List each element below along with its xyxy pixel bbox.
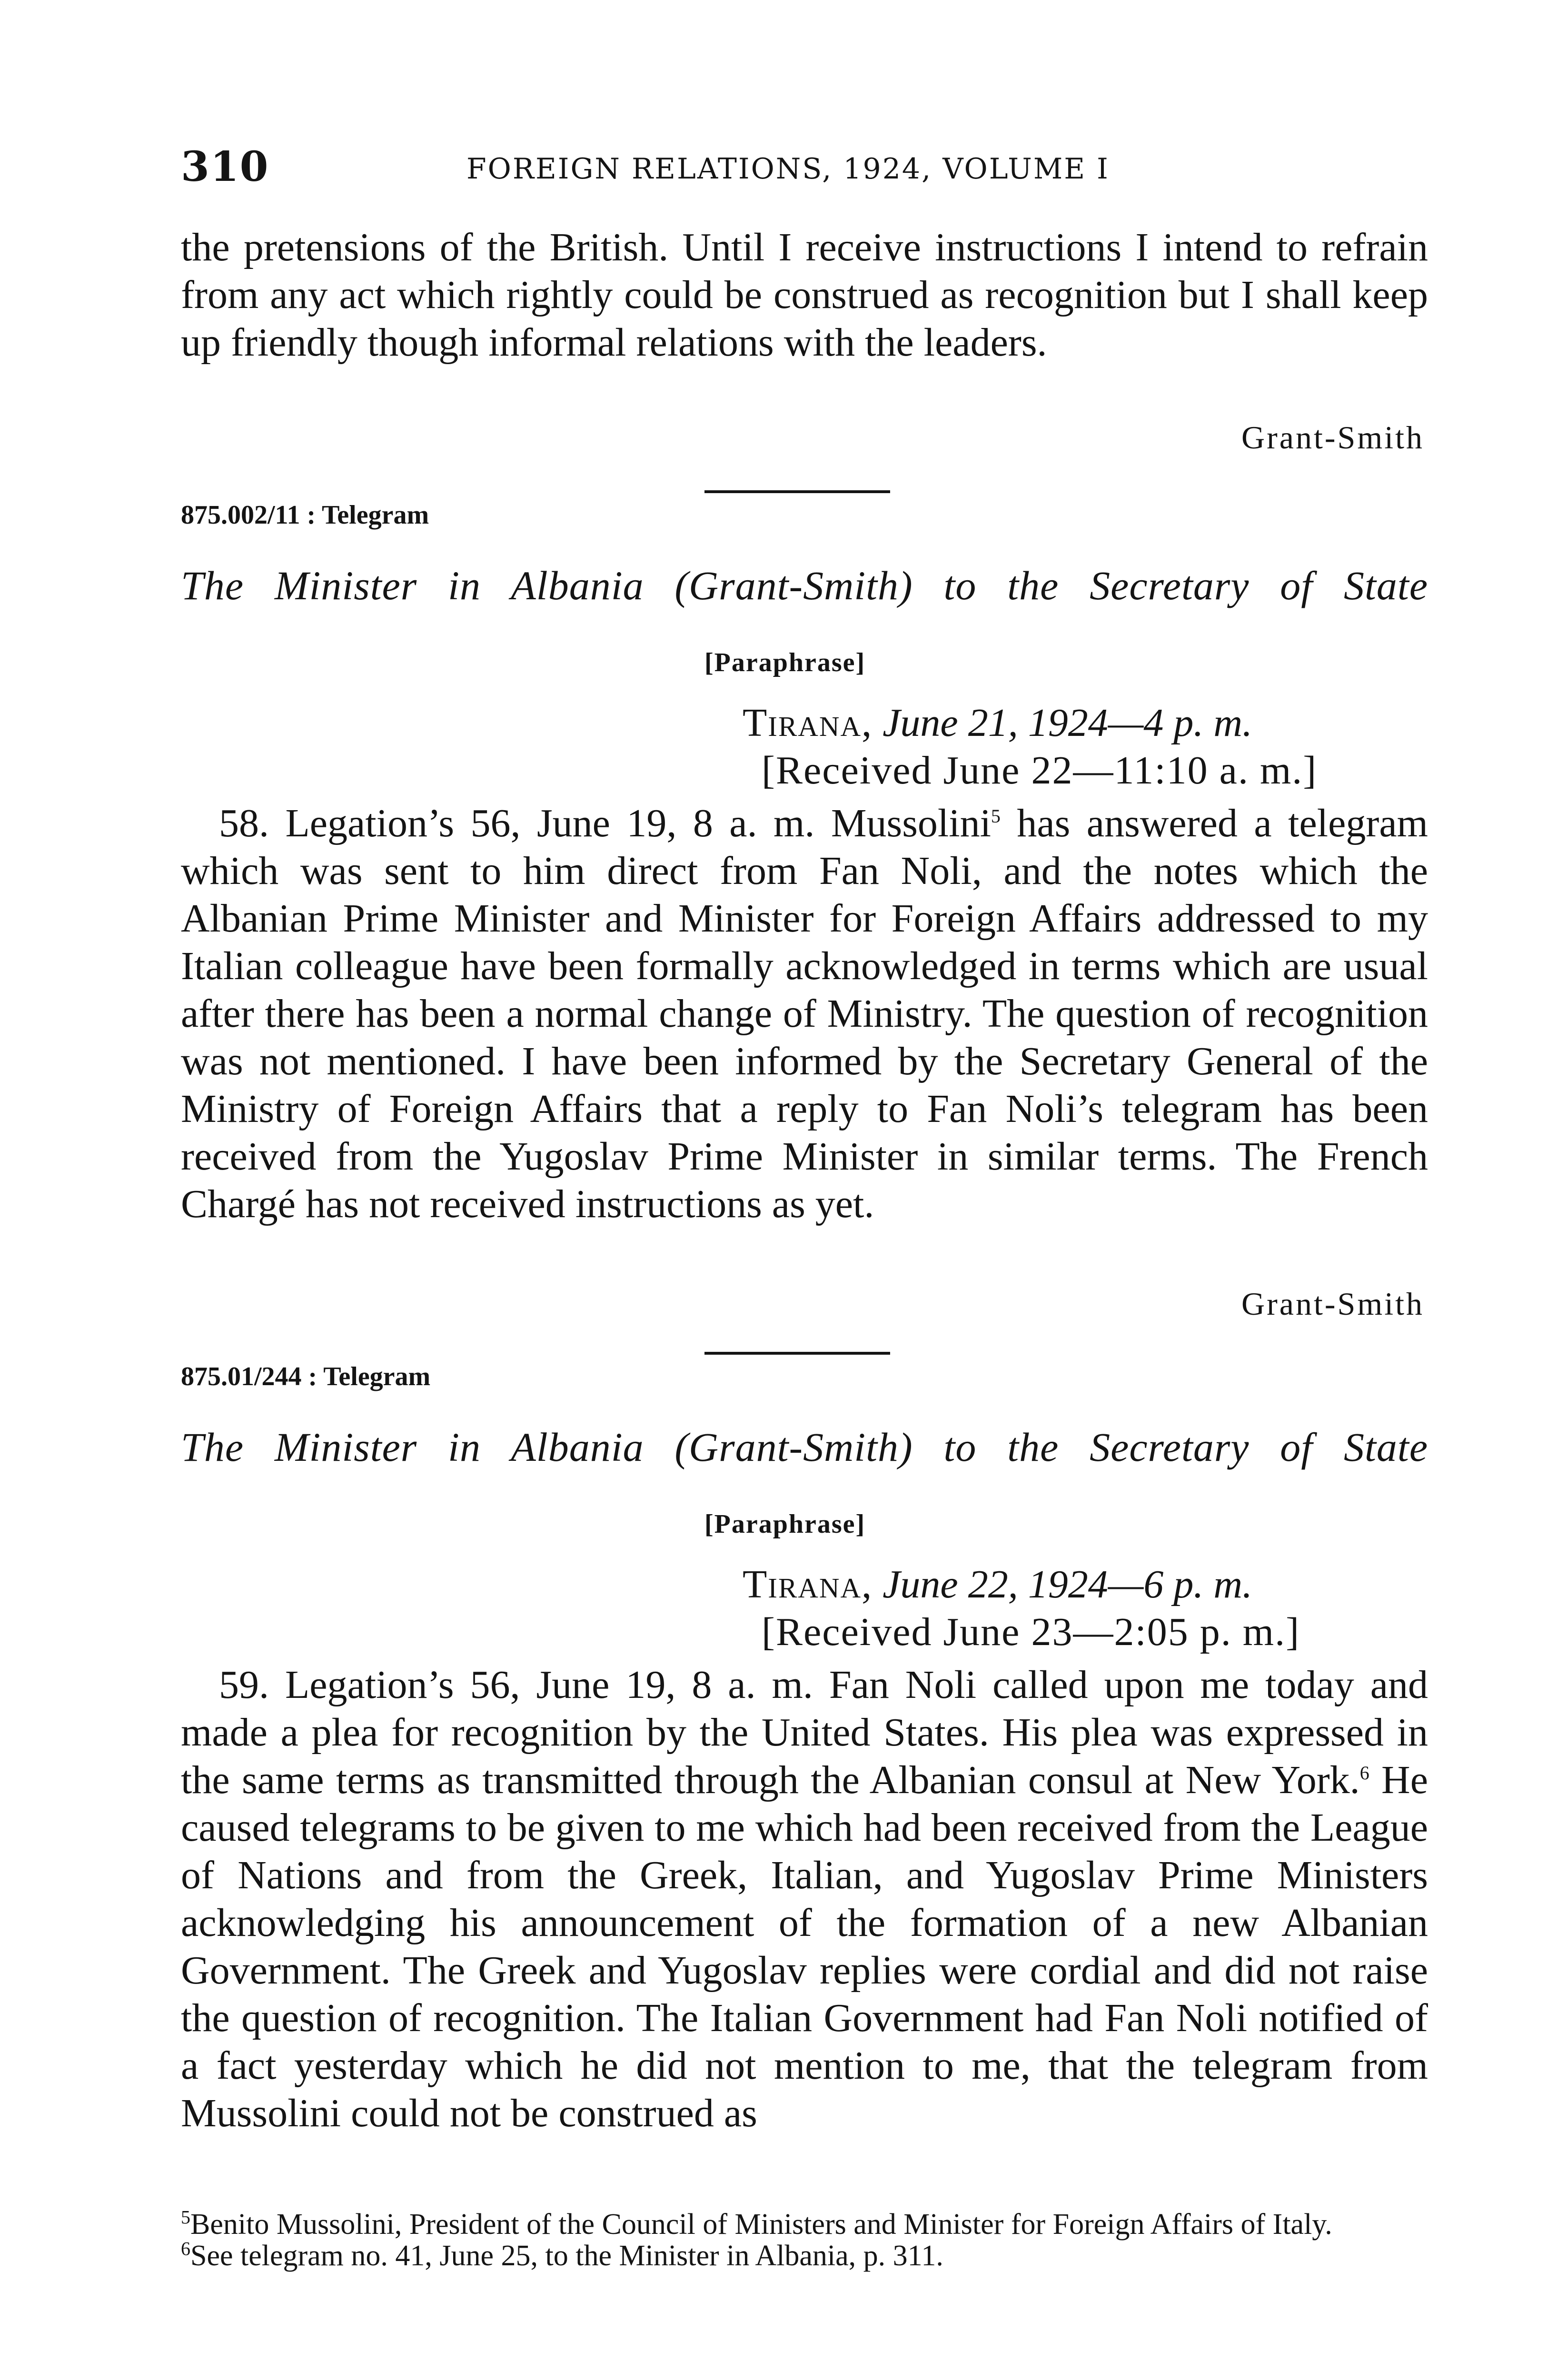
- file-reference: 875.002/11 : Telegram: [181, 500, 429, 530]
- footnote-mark: 5: [181, 2206, 190, 2228]
- dateline-place: Tirana,: [743, 1562, 873, 1606]
- running-head: [181, 143, 1428, 200]
- footnotes: [181, 2206, 1428, 2272]
- continuation-paragraph: the pretensions of the British. Until I receive instructions I intend to refrain from any act which rightly could be construed as recognition but I shall keep up friendly though informal relations with the leaders.: [181, 225, 1428, 365]
- body-text-end: He caused telegrams to be given to me which had been received from the League of Nations and from the Greek, Italian, and Yugoslav Prime Ministers acknowledging his announcement of the formation of a new Albanian Government. The Greek and Yugoslav replies were cordial and did not raise the question of recognition. The Italian Government had Fan Noli notified of a fact yesterday which he did not mention to me, that the telegram from Mussolini could not be construed as: [181, 1758, 1428, 2135]
- body-text-end: has answered a telegram which was sent to him direct from Fan Noli, and the notes which the Albanian Prime Minister and Minister for Foreign Affairs addressed to my Italian colleague have been formally acknowledged in terms which are usual after there has been a normal change of Ministry. The question of recognition was not mentioned. I have been informed by the Secretary General of the Ministry of Foreign Affairs that a reply to Fan Noli’s telegram has been received from the Yugoslav Prime Minister in similar terms. The French Chargé has not received instructions as yet.: [181, 801, 1428, 1226]
- footnote: [181, 2240, 1428, 2271]
- continuation-block: [181, 224, 1428, 367]
- body-text-start: 58. Legation’s 56, June 19, 8 a. m. Mussolini: [219, 801, 991, 845]
- document-heading: The Minister in Albania (Grant-Smith) to the Secretary of State: [181, 563, 1428, 608]
- section-divider: [704, 1352, 890, 1355]
- paraphrase-note: [Paraphrase]: [704, 1509, 866, 1539]
- signature: Grant-Smith: [1241, 419, 1424, 456]
- dateline-date: June 22, 1924—6 p. m.: [883, 1562, 1253, 1606]
- document-body: [181, 1661, 1428, 2137]
- paraphrase-note: [Paraphrase]: [704, 648, 866, 677]
- document-body: [181, 800, 1428, 1228]
- page-number: 310: [181, 143, 269, 191]
- dateline: [743, 700, 1252, 746]
- footnote-text: Benito Mussolini, President of the Council of Ministers and Minister for Foreign Affairs of Italy.: [190, 2208, 1332, 2241]
- body-text-start: 59. Legation’s 56, June 19, 8 a. m. Fan Noli called upon me today and made a plea for recognition by the United States. His plea was expressed in the same terms as transmitted through the Albanian consul at New York.: [181, 1663, 1428, 1802]
- document-paragraph: [181, 800, 1428, 1228]
- footnote: [181, 2206, 1428, 2241]
- file-reference: 875.01/244 : Telegram: [181, 1362, 431, 1391]
- dateline-place: Tirana,: [743, 701, 873, 745]
- dateline-date: June 21, 1924—4 p. m.: [883, 701, 1253, 745]
- signature: Grant-Smith: [1241, 1286, 1424, 1322]
- section-divider: [704, 490, 890, 493]
- received-line: [Received June 22—11:10 a. m.]: [762, 748, 1318, 793]
- running-title: FOREIGN RELATIONS, 1924, VOLUME I: [466, 152, 1110, 186]
- footnote-mark: 6: [181, 2238, 190, 2260]
- footnote-marker: 5: [991, 805, 1001, 827]
- document-paragraph: [181, 1661, 1428, 2137]
- footnote-text: See telegram no. 41, June 25, to the Minister in Albania, p. 311.: [190, 2240, 943, 2272]
- footnote-marker: 6: [1359, 1762, 1369, 1784]
- document-heading: The Minister in Albania (Grant-Smith) to the Secretary of State: [181, 1424, 1428, 1470]
- dateline: [743, 1561, 1252, 1607]
- received-line: [Received June 23—2:05 p. m.]: [762, 1610, 1300, 1654]
